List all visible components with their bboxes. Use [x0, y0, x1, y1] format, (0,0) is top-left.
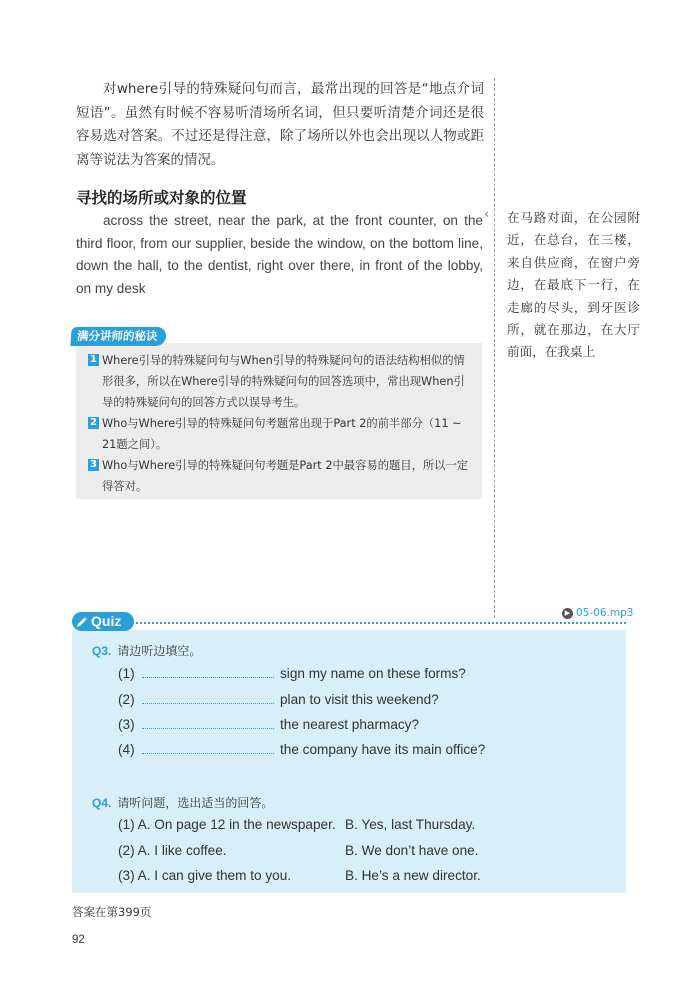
tip-text: Where引导的特殊疑问句与When引导的特殊疑问句的语法结构相似的情形很多，所以在Where引导的特殊疑问句的回答选项中，常出现When引导的特殊疑问句的回答方式以误导考生。 — [102, 354, 465, 409]
q3-item-text: plan to visit this weekend? — [280, 692, 439, 707]
q3-item-text: sign my name on these forms? — [280, 666, 466, 681]
tips-list — [88, 350, 476, 497]
option-b[interactable]: B. Yes, last Thursday. — [345, 817, 476, 832]
option-b[interactable]: B. He’s a new director. — [345, 868, 481, 883]
section-title: 寻找的场所或对象的位置 — [76, 189, 247, 207]
q4-instruction: 请听问题，选出适当的回答。 — [117, 796, 274, 810]
tip-number-badge: 1 — [88, 354, 99, 366]
intro-paragraph: 对where引导的特殊疑问句而言，最常出现的回答是“地点介词短语”。虽然有时候不容易听清场所名词，但只要听清楚介词还是很容易选对答案。不过还是得注意，除了场所以外也会出现以人物或距离等说法为答案的情况。 — [76, 81, 484, 168]
translation-sidebar: 在马路对面，在公园附近，在总台，在三楼，来自供应商，在窗户旁边，在最底下一行，在走廊的尽头，到牙医诊所，就在那边，在大厅前面，在我桌上 — [507, 210, 640, 360]
page-number: 92 — [72, 934, 85, 946]
option-a[interactable]: (3) A. I can give them to you. — [118, 868, 292, 883]
fill-blank[interactable] — [142, 741, 274, 754]
q3-item-text: the nearest pharmacy? — [280, 717, 420, 732]
tip-number-badge: 2 — [88, 417, 99, 429]
fill-blank[interactable] — [142, 691, 274, 704]
q3-item-number: (1) — [118, 666, 135, 681]
q3-item — [118, 741, 485, 757]
q3-instruction: 请边听边填空。 — [117, 644, 202, 658]
q3-heading — [92, 642, 201, 659]
phrase-list: across the street, near the park, at the front counter, on the third floor, from our supplier, beside the window, on the bottom line, down the hall, to the dentist, right over there, in front of the lobby, on my desk — [76, 213, 483, 296]
tip-item — [88, 413, 476, 455]
answer-page-note: 答案在第399页 — [72, 905, 152, 919]
audio-filename: 05-06.mp3 — [576, 607, 634, 619]
q3-item-text: the company have its main office? — [280, 742, 486, 757]
audio-track[interactable] — [562, 607, 633, 619]
option-a[interactable]: (2) A. I like coffee. — [118, 843, 227, 858]
q3-label: Q3. — [92, 644, 112, 658]
q4-heading — [92, 794, 273, 811]
q3-item — [118, 691, 439, 707]
quiz-dotted-rule — [136, 622, 626, 624]
q3-item — [118, 716, 419, 732]
quiz-tag-label: Quiz — [91, 613, 122, 629]
tips-tag: 满分讲师的秘诀 — [70, 327, 166, 346]
q3-item — [118, 665, 466, 681]
q3-item-number: (2) — [118, 692, 135, 707]
tip-item — [88, 350, 476, 413]
tip-text: Who与Where引导的特殊疑问句考题是Part 2中最容易的题目，所以一定得答对。 — [102, 459, 469, 493]
arrow-left-icon: ‹ — [484, 207, 490, 222]
q3-item-number: (3) — [118, 717, 135, 732]
tip-text: Who与Where引导的特殊疑问句考题常出现于Part 2的前半部分（11 ~ 21题之间）。 — [102, 417, 462, 451]
pencil-icon — [76, 616, 88, 628]
fill-blank[interactable] — [142, 665, 274, 678]
option-a[interactable]: (1) A. On page 12 in the newspaper. — [118, 817, 336, 832]
audio-play-icon[interactable]: ▶ — [562, 608, 573, 619]
tip-number-badge: 3 — [88, 459, 99, 471]
fill-blank[interactable] — [142, 716, 274, 729]
tip-item — [88, 455, 476, 497]
column-divider — [494, 78, 495, 618]
option-b[interactable]: B. We don’t have one. — [345, 843, 479, 858]
quiz-tag — [72, 612, 134, 631]
q3-item-number: (4) — [118, 742, 135, 757]
q4-label: Q4. — [92, 796, 112, 810]
